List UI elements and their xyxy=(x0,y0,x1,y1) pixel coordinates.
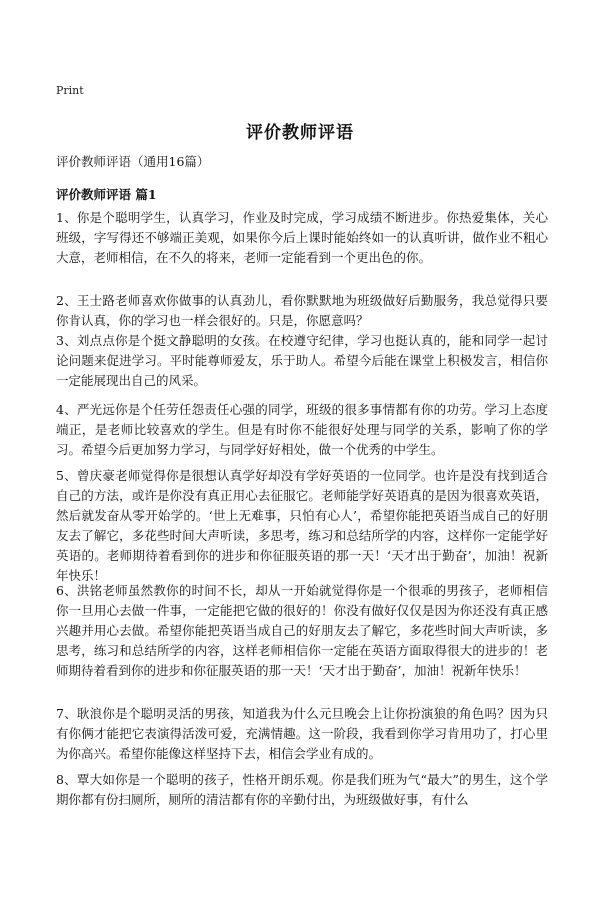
comment-paragraph-3: 3、刘点点你是个挺文静聪明的女孩。在校遵守纪律，学习也挺认真的，能和同学一起讨论问题来促进学习。平时能尊师爱友，乐于助人。希望今后能在课堂上积极发言，相信你一定能展现出自己的风采。 xyxy=(56,333,548,388)
comment-paragraph-7: 7、耿浪你是个聪明灵活的男孩，知道我为什么元旦晚会上让你扮演狼的角色吗？因为只有你俩才能把它表演得活泼可爱，充满情趣。这一阶段，我看到你学习肯用功了，打心里为你高兴。希望你能像这样坚持下去，相信会学业有成的。 xyxy=(56,706,548,761)
comment-paragraph-2: 2、王士路老师喜欢你做事的认真劲儿，看你默默地为班级做好后勤服务，我总觉得只要你肯认真，你的学习也一样会很好的。只是，你愿意吗？ xyxy=(56,293,548,328)
print-label[interactable]: Print xyxy=(56,84,84,97)
document-subtitle: 评价教师评语（通用16篇） xyxy=(56,154,210,169)
section-heading: 评价教师评语 篇1 xyxy=(56,187,157,202)
page-title: 评价教师评语 xyxy=(246,123,354,143)
comment-paragraph-5: 5、曾庆豪老师觉得你是很想认真学好却没有学好英语的一位同学。也许是没有找到适合自己的方法，或许是你没有真正用心去征服它。老师能学好英语真的是因为很喜欢英语，然后就发奋从零开始学的。‘世上无难事，只怕有心人’，希望你能把英语当成自己的好朋友去了解它，多花些时间大声听读，多思考，练习和总结所学的内容，这样你一定能学好英语的。老师期待着看到你的进步和你征服英语的那一天！‘天才出于勤奋’，加油！祝新年快乐！ xyxy=(56,468,548,583)
comment-paragraph-6: 6、洪铭老师虽然教你的时间不长，却从一开始就觉得你是一个很乖的男孩子，老师相信你一旦用心去做一件事，一定能把它做的很好的！你没有做好仅仅是因为你还没有真正感兴趣并用心去做。希望你能把英语当成自己的好朋友去了解它，多花些时间大声听读，多思考，练习和总结所学的内容，这样老师相信你一定能在英语方面取得很大的进步的！老师期待着看到你的进步和你征服英语的那一天！‘天才出于勤奋’，加油！祝新年快乐！ xyxy=(56,583,548,678)
comment-paragraph-1: 1、你是个聪明学生，认真学习，作业及时完成，学习成绩不断进步。你热爱集体，关心班级，字写得还不够端正美观，如果你今后上课时能始终如一的认真听讲，做作业不粗心大意，老师相信，在不久的将来，老师一定能看到一个更出色的你。 xyxy=(56,210,548,265)
comment-paragraph-8: 8、覃大如你是一个聪明的孩子，性格开朗乐观。你是我们班为气“最大”的男生，这个学期你都有份扫厕所，厕所的清洁都有你的辛勤付出，为班级做好事，有什么 xyxy=(56,772,548,807)
comment-paragraph-4: 4、严光远你是个任劳任怨责任心强的同学，班级的很多事情都有你的功劳。学习上态度端正，是老师比较喜欢的学生。但是有时你不能很好处理与同学的关系，影响了你的学习。希望今后更加努力学习，与同学好好相处，做一个优秀的中学生。 xyxy=(56,402,548,457)
